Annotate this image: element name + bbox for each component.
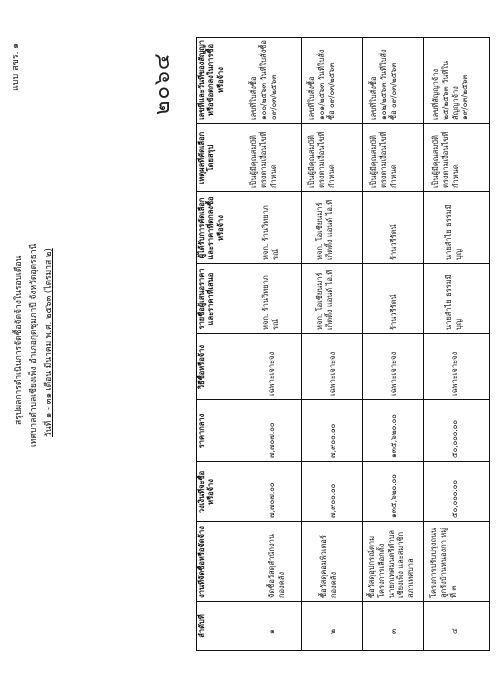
form-code: แบบ สขร. ๑ <box>11 42 21 91</box>
column-header-budget: วงเงินที่จะซื้อหรือจ้าง <box>197 470 216 514</box>
row-3-no: ๓ <box>389 628 398 634</box>
row-4-method: เฉพาะเจาะจง <box>450 351 459 396</box>
title-line-1: สรุปผลการดำเนินการจัดซื้อจัดจ้างในรอบเดือน <box>14 255 24 425</box>
row-1-reason: เป็นผู้มีคุณสมบัติตรงตามเงื่อนไขที่กำหนด <box>249 131 278 188</box>
title-line-2: เทศบาลตำบลเชียงเพ็ง อำเภอกุดชุมภาปี จังหวัดอุดรธานี <box>29 243 39 447</box>
row-2-bidders: หจก. โอเชียนมาร์เก็ตติ้ง แอนด์ ไอ.ที <box>315 269 334 330</box>
column-header-work: งานที่จัดซื้อหรือจัดจ้าง <box>197 526 206 598</box>
column-header-no: ลำดับที่ <box>197 614 206 638</box>
column-header-reason: เหตุผลที่คัดเลือกโดยสรุป <box>197 131 216 185</box>
column-header-contract: เลขที่และวันที่ของสัญญาหรือข้อตกลงในการซื้อหรือจ้าง <box>197 40 225 120</box>
row-2-median-price: ๗,๙๐๐.๐๐ <box>328 423 337 458</box>
row-4-no: ๔ <box>450 628 459 634</box>
row-2-winner: หจก. โอเชียนมาร์เก็ตติ้ง แอนด์ ไอ.ที <box>315 199 334 260</box>
row-3-winner: ร้านวรีรัตน์ <box>389 224 398 260</box>
row-1-bidders: หจก. ร้านวิทยาภรณ์ <box>261 275 280 330</box>
row-1-no: ๑ <box>267 629 276 634</box>
row-4-budget: ๕๐,๐๐๐.๐๐ <box>450 480 459 518</box>
row-2-no: ๒ <box>328 629 337 634</box>
row-2-method: เฉพาะเจาะจง <box>328 351 337 396</box>
row-1-contract: เลขที่ใบสั่งซื้อ ๑๐๐/๒๕๖๓ วันที่ใบสั่งซื้อ ๐๙/๐๓/๒๕๖๓ <box>249 40 278 120</box>
row-1-budget: ๗,๗๐๗.๐๐ <box>267 482 276 518</box>
column-header-median-price: ราคากลาง <box>197 413 206 449</box>
row-2-contract: เลขที่ใบสั่งซื้อ ๑๐๑/๒๕๖๓ วันที่ใบสั่งซื้อ ๐๙/๐๓/๒๕๖๓ <box>307 49 336 120</box>
row-3-median-price: ๑๓๕,๖๒๐.๐๐ <box>389 414 398 458</box>
row-1-work: จัดซื้อวัสดุสำนักงาน กองคลัง <box>267 534 286 598</box>
row-3-method: เฉพาะเจาะจง <box>389 351 398 396</box>
row-3-budget: ๑๓๕,๖๒๐.๐๐ <box>389 474 398 518</box>
procurement-table <box>196 37 490 651</box>
column-header-bidders: รายชื่อผู้เสนอราคาและราคาที่เสนอ <box>197 268 216 330</box>
row-2-reason: เป็นผู้มีคุณสมบัติตรงตามเงื่อนไขที่กำหนด <box>307 131 336 188</box>
title-line-3: วันที่ ๑ - ๓๑ เดือน มีนาคม พ.ศ. ๒๕๖๓ (ไตรมาส ๒) <box>44 248 54 437</box>
row-4-work: โครงการปรับปรุงถนนลูกรังบ้านหนองกา หมู่ที่ ๓ <box>429 527 458 598</box>
column-header-method: วิธีซื้อหรือจ้าง <box>197 344 206 390</box>
row-3-bidders: ร้านวรีรัตน์ <box>389 294 398 330</box>
row-3-reason: เป็นผู้มีคุณสมบัติตรงตามเงื่อนไขที่กำหนด <box>369 131 398 188</box>
row-4-contract: เลขที่สัญญาจ้าง ๒๕/๒๕๖๓ วันที่ในสัญญาจ้าง ๑๙/๐๓/๒๕๖๓ <box>431 60 470 120</box>
row-1-winner: หจก. ร้านวิทยาภรณ์ <box>261 205 280 260</box>
handwritten-document-number: ๒๐๖๔ <box>150 52 175 115</box>
row-4-reason: เป็นผู้มีคุณสมบัติตรงตามเงื่อนไขที่กำหนด <box>431 131 460 188</box>
row-4-winner: นายสำไย ธรรมมีบุญ <box>444 204 463 260</box>
row-2-work: ซื้อวัสดุคอมพิวเตอร์ กองคลัง <box>319 535 338 598</box>
row-3-contract: เลขที่ใบสั่งซื้อ ๑๐๒/๒๕๖๓ วันที่ใบสั่งซื้อ ๐๙/๐๓/๒๕๖๓ <box>369 49 398 120</box>
row-1-method: เฉพาะเจาะจง <box>267 351 276 396</box>
row-4-bidders: นายสำไย ธรรมมีบุญ <box>444 274 463 330</box>
column-header-winner: ผู้ได้รับการคัดเลือกและราคาที่ตกลงซื้อหรือจ้าง <box>197 196 225 260</box>
row-1-median-price: ๗,๗๐๗.๐๐ <box>267 422 276 458</box>
row-4-median-price: ๕๐,๐๐๐.๐๐ <box>450 420 459 458</box>
row-3-work: ซื้อวัสดุอุปกรณ์ตามโครงการเลือกตั้งนายกเทศมนตรีตำบลเชียงเพ็ง และสมาชิกสภาเทศบาล <box>367 530 415 598</box>
row-2-budget: ๗,๙๐๐.๐๐ <box>328 483 337 518</box>
